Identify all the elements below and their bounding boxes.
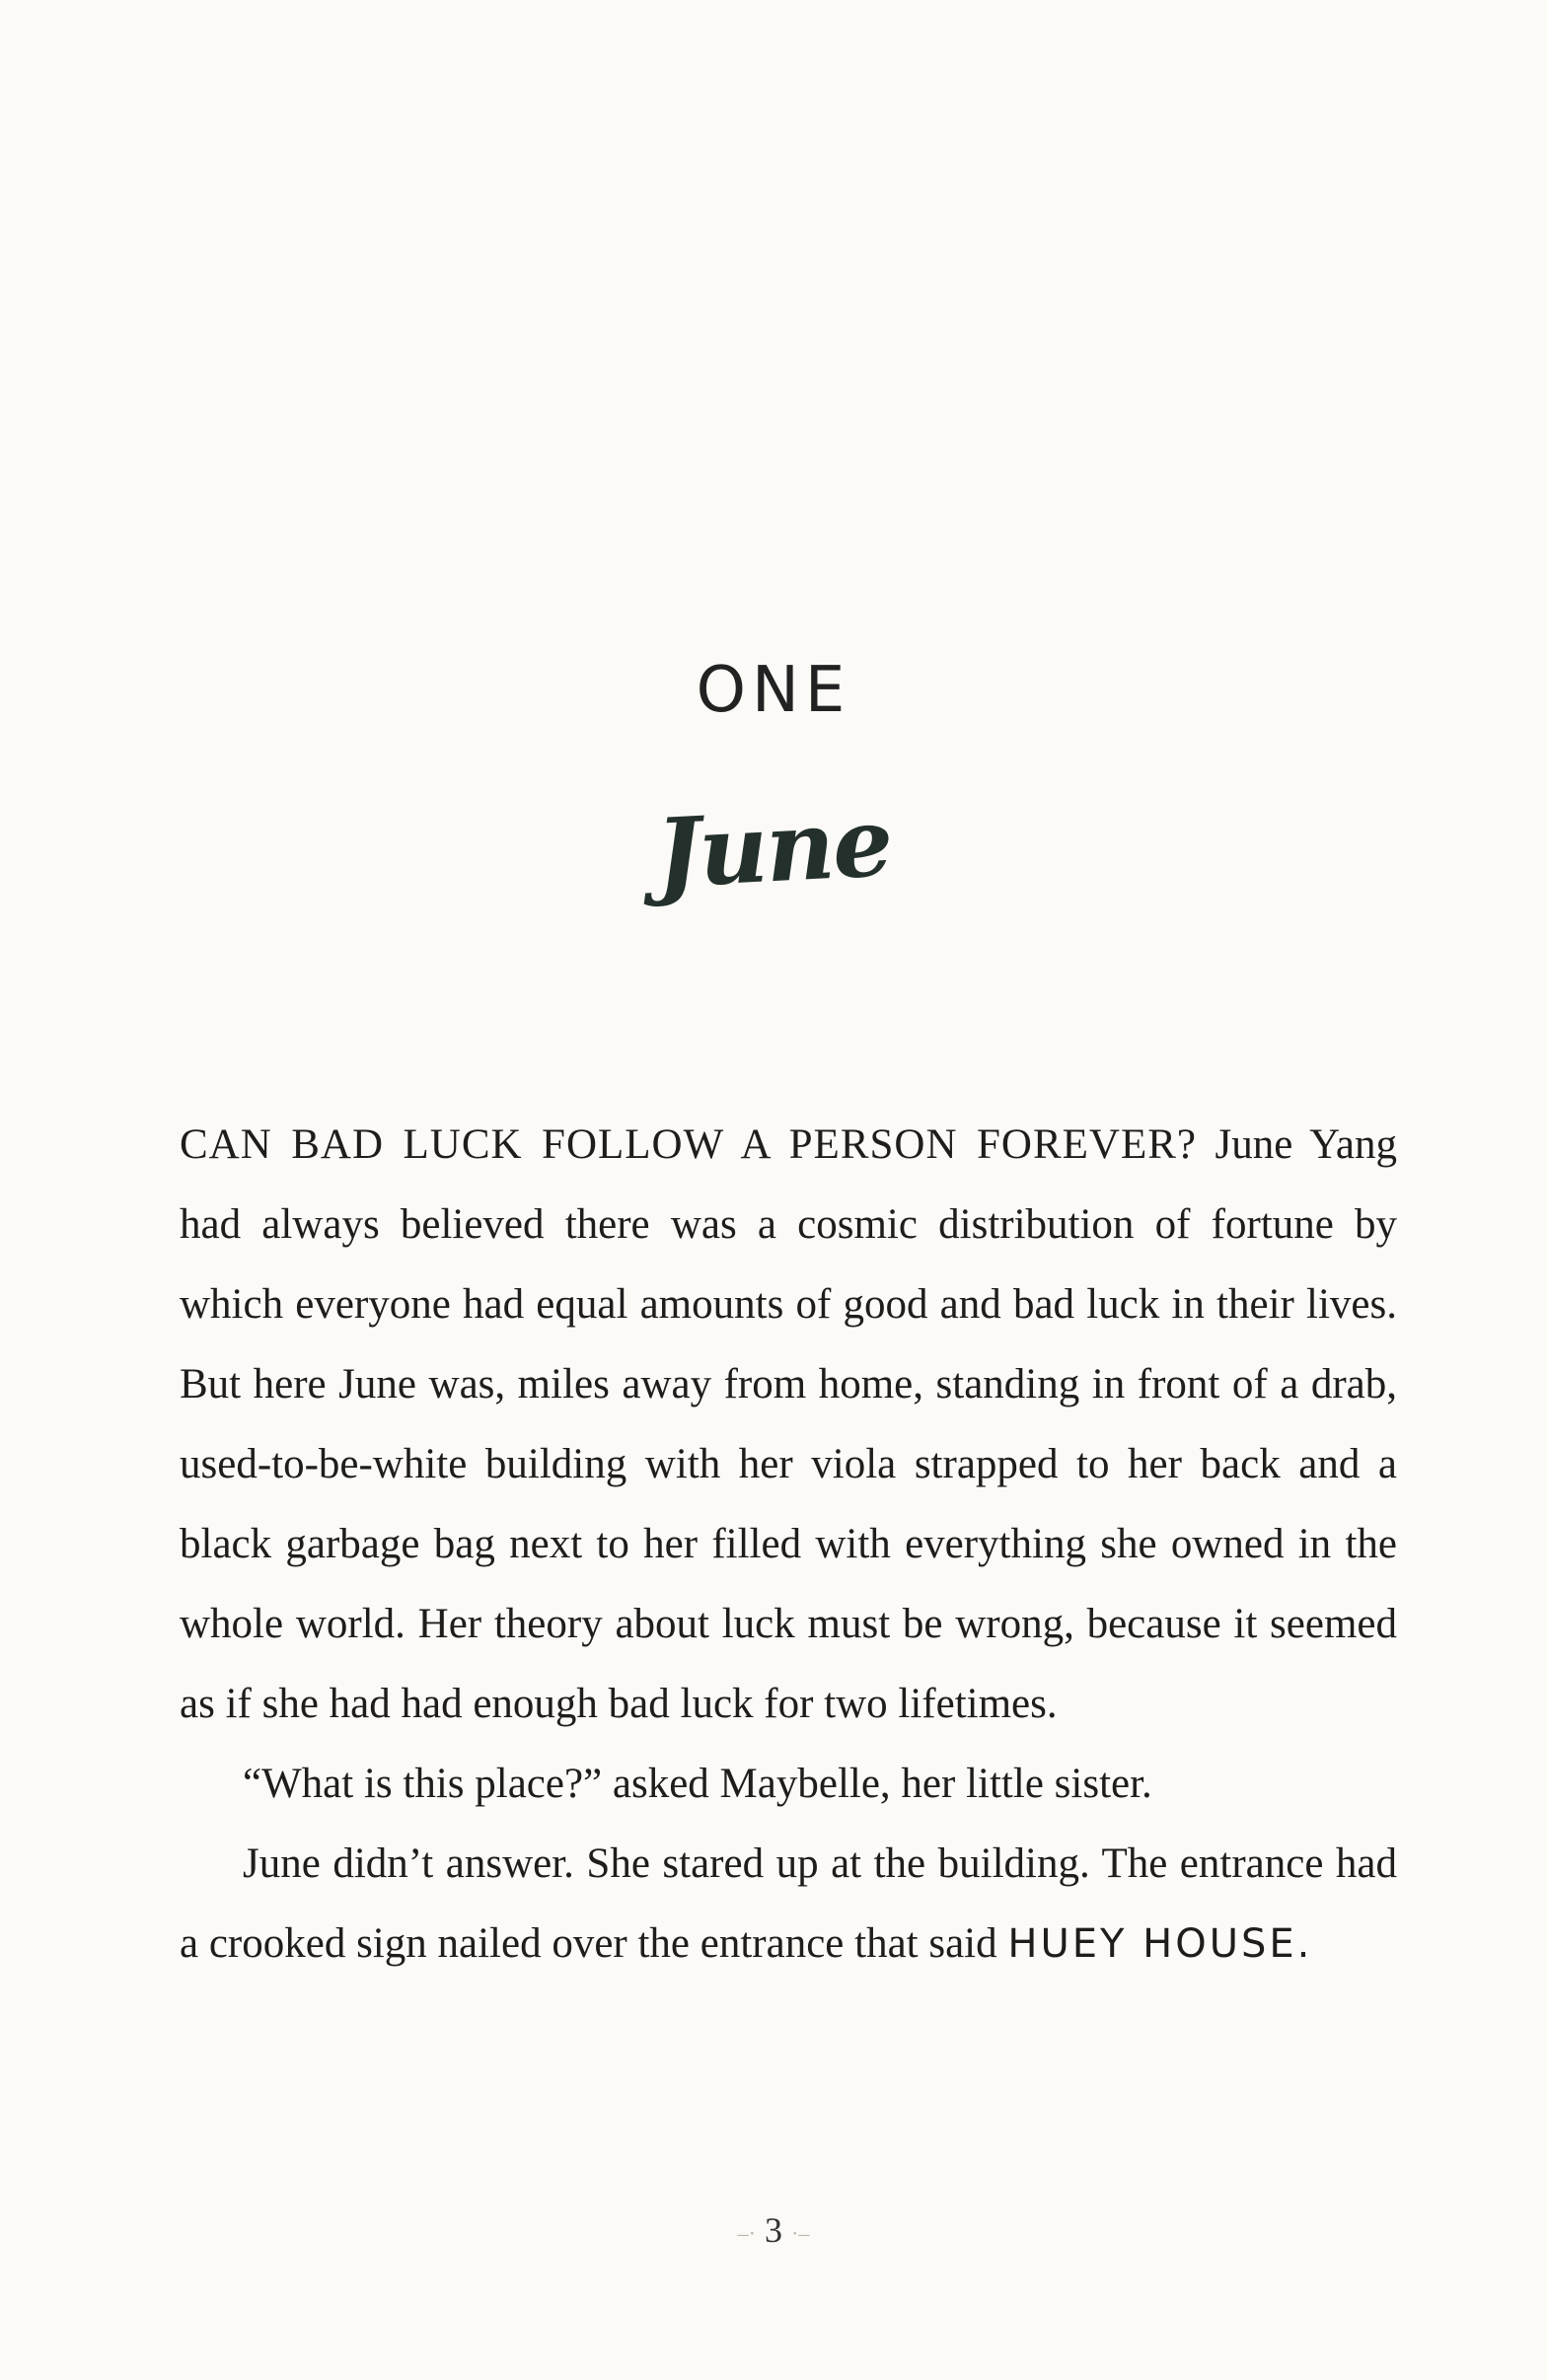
paragraph-1 xyxy=(180,1105,1397,1744)
chapter-number: ONE xyxy=(696,654,851,727)
page-number: 3 xyxy=(765,2210,782,2250)
lead-in: CAN BAD LUCK FOLLOW A PERSON FOREVER? xyxy=(180,1121,1197,1168)
chapter-body xyxy=(180,1105,1397,1984)
page-folio xyxy=(0,2209,1547,2251)
paragraph-1-text: June Yang had always believed there was a cosmic distribution of fortune by which everyone had equal amounts of good and bad luck in their lives. But here June was, miles away from home, standing in front of a drab, used-to-be-white building with her viola strapped to her back and a black garbage bag next to her filled with everything she owned in the whole world. Her theory about luck must be wrong, because it seemed as if she had had enough bad luck for two lifetimes. xyxy=(180,1121,1397,1727)
paragraph-2: “What is this place?” asked Maybelle, her little sister. xyxy=(243,1761,1152,1807)
folio-ornament-left: –· xyxy=(737,2220,756,2246)
paragraph-3-text: June didn’t answer. She stared up at the building. The entrance had a crooked sign nailed over the entrance that said xyxy=(180,1840,1397,1967)
sign-text: HUEY HOUSE. xyxy=(1007,1921,1313,1967)
chapter-title: June xyxy=(653,785,894,910)
folio-ornament-right: ·– xyxy=(791,2220,810,2246)
paragraph-3 xyxy=(180,1824,1397,1984)
